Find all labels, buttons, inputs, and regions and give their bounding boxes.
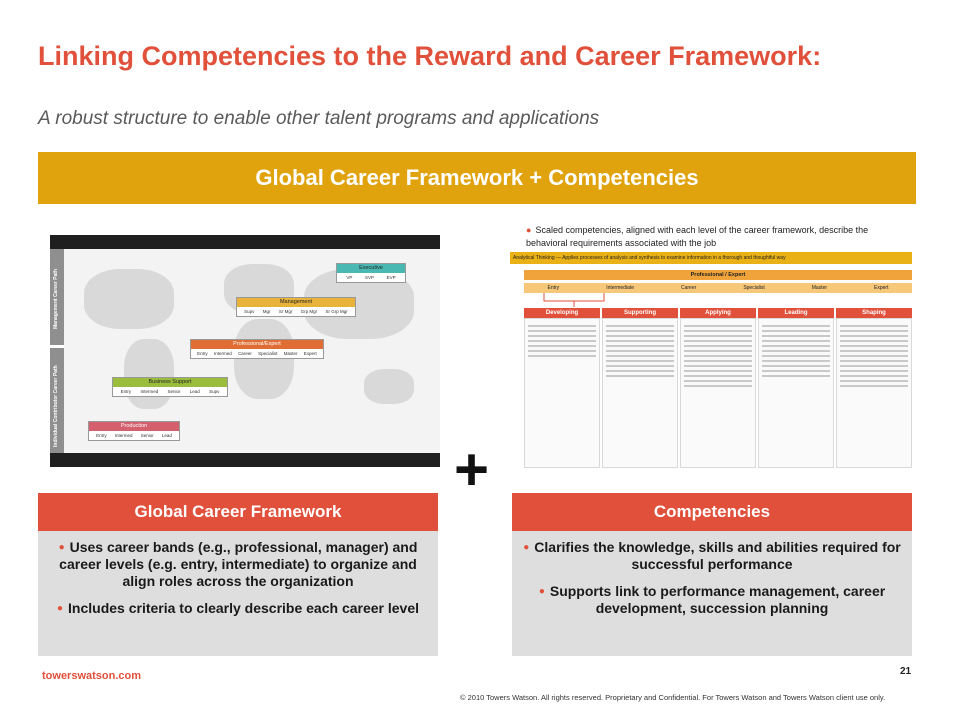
- band-level: Sr Grp Mgr: [325, 309, 348, 314]
- level-label: Career: [681, 285, 697, 291]
- band-level: Career: [238, 351, 252, 356]
- bullet-dot-icon: ●: [526, 225, 532, 235]
- band-level: VP: [346, 275, 353, 280]
- plus-sign: +: [454, 436, 490, 503]
- diagram-bottom-bar: [50, 453, 440, 467]
- side-label-individual: Individual Contributor Career Path: [53, 365, 59, 447]
- band-label: Professional / Expert: [524, 270, 912, 280]
- competencies-item: [522, 583, 902, 617]
- band-level: Lead: [189, 389, 200, 394]
- competencies-bullet: [526, 224, 906, 250]
- bullet-dot-icon: ●: [538, 586, 545, 597]
- band-level: Entry: [96, 433, 107, 438]
- column-header: Leading: [758, 308, 834, 318]
- band-level: Master: [283, 351, 298, 356]
- competencies-item-text: Supports link to performance management, career development, succession planning: [549, 583, 886, 616]
- competencies-box-header: Competencies: [512, 493, 912, 531]
- framework-item-text: Includes criteria to clearly describe each career level: [68, 600, 420, 616]
- column-header: Shaping: [836, 308, 912, 318]
- definition-bar: Analytical Thinking — Applies processes of analysis and synthesis to examine information in a thorough and thoughtful way: [510, 252, 912, 264]
- band-title: Professional/Expert: [191, 340, 323, 349]
- column-header: Developing: [524, 308, 600, 318]
- column-header: Supporting: [602, 308, 678, 318]
- bullet-dot-icon: ●: [56, 603, 64, 614]
- band-level: Lead: [161, 433, 172, 438]
- column-supporting: [602, 308, 678, 468]
- career-framework-diagram: [50, 235, 440, 467]
- band-title: Business Support: [113, 378, 227, 387]
- side-label-management: Management Career Path: [53, 268, 59, 329]
- band-executive: [336, 263, 406, 283]
- framework-box-header: Global Career Framework: [38, 493, 438, 531]
- level-label: Expert: [874, 285, 889, 291]
- band-business-support: [112, 377, 228, 397]
- competencies-box-body: [512, 531, 912, 656]
- band-title: Management: [237, 298, 355, 307]
- band-level: EVP: [386, 275, 396, 280]
- competencies-diagram: [510, 212, 915, 470]
- column-shaping: [836, 308, 912, 468]
- band-level: Specialist: [258, 351, 278, 356]
- connector-arrows: [524, 293, 912, 308]
- competencies-item-text: Clarifies the knowledge, skills and abilities required for successful performance: [534, 539, 901, 572]
- slide-subtitle: A robust structure to enable other talent programs and applications: [38, 108, 600, 129]
- column-developing: [524, 308, 600, 468]
- band-level: Intermed: [140, 389, 159, 394]
- level-label: Entry: [547, 285, 560, 291]
- band-level: Senior: [167, 389, 181, 394]
- framework-item: [48, 600, 428, 617]
- band-title: Executive: [337, 264, 405, 273]
- copyright-text: © 2010 Towers Watson. All rights reserved. Proprietary and Confidential. For Towers Watson and Towers Watson client use only.: [460, 693, 886, 702]
- level-label: Master: [811, 285, 828, 291]
- column-header: Applying: [680, 308, 756, 318]
- band-level: Senior: [140, 433, 154, 438]
- banner: Global Career Framework + Competencies: [38, 152, 916, 204]
- bullet-dot-icon: ●: [523, 542, 530, 553]
- bullet-dot-icon: ●: [58, 542, 65, 553]
- competencies-item: [522, 539, 902, 573]
- framework-item-text: Uses career bands (e.g., professional, manager) and career levels (e.g. entry, intermediate) to organize and align roles across the organization: [59, 539, 418, 589]
- level-label: Specialist: [743, 285, 765, 291]
- diagram-top-bar: [50, 235, 440, 249]
- slide-title: Linking Competencies to the Reward and Career Framework:: [38, 41, 822, 71]
- competencies-bullet-text: Scaled competencies, aligned with each level of the career framework, describe the behavioral requirements associated with the job: [526, 225, 869, 248]
- framework-box-body: [38, 531, 438, 656]
- level-label: Intermediate: [606, 285, 634, 291]
- band-level: Intermed: [114, 433, 133, 438]
- band-production: [88, 421, 180, 441]
- band-level: Supv: [244, 309, 255, 314]
- footer-url-link[interactable]: towerswatson.com: [42, 670, 142, 682]
- proficiency-columns: [524, 308, 912, 468]
- page-number: 21: [900, 666, 912, 677]
- framework-item: [48, 539, 428, 590]
- band-level: Grp Mgr: [300, 309, 318, 314]
- band-level: Intermed: [213, 351, 232, 356]
- career-path-side-bar: [50, 249, 64, 453]
- level-row: [524, 283, 912, 293]
- band-title: Production: [89, 422, 179, 431]
- band-management: [236, 297, 356, 317]
- column-leading: [758, 308, 834, 468]
- band-level: Entry: [120, 389, 132, 394]
- band-level: Expert: [303, 351, 317, 356]
- column-applying: [680, 308, 756, 468]
- band-level: SVP: [364, 275, 374, 280]
- band-level: Entry: [197, 351, 208, 356]
- band-level: Mgr: [262, 309, 271, 314]
- band-level: Sr Mgr: [278, 309, 293, 314]
- band-professional: [190, 339, 324, 359]
- band-level: Supv: [209, 389, 220, 394]
